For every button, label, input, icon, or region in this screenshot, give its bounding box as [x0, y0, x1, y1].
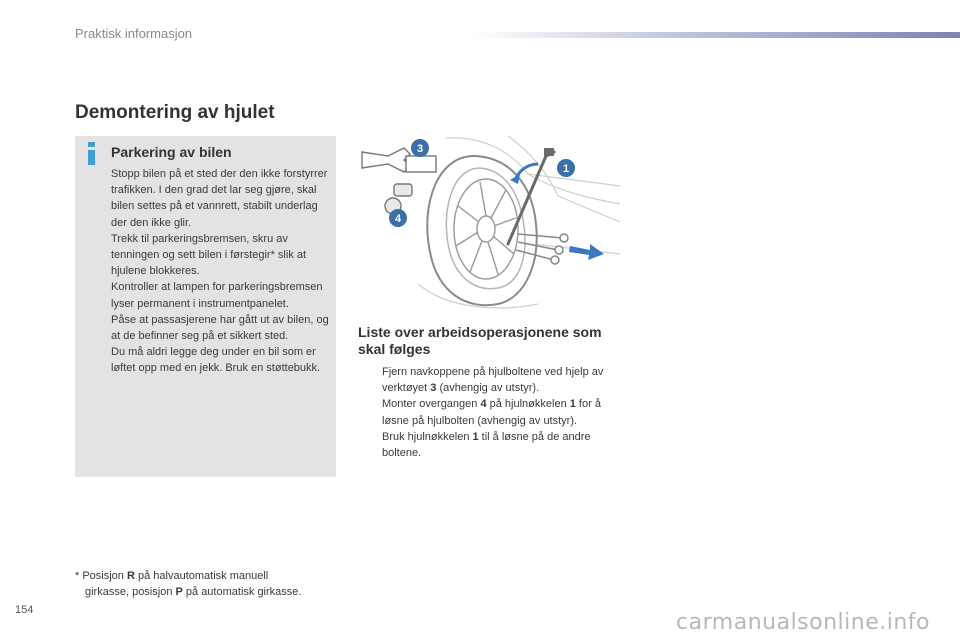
page-title: Demontering av hjulet — [75, 102, 275, 123]
info-paragraph: Du må aldri legge deg under en bil som er løftet opp med en jekk. Bruk en støttebukk. — [111, 346, 321, 375]
info-paragraph: Påse at passasjerene har gått ut av bilen, og at de befinner seg på et sikkert sted. — [111, 313, 329, 343]
watermark: carmanualsonline.info — [676, 610, 930, 635]
callout-4-label: 4 — [394, 213, 402, 225]
operations-list — [358, 364, 620, 461]
page-number: 154 — [15, 604, 34, 616]
section-header: Praktisk informasjon — [75, 26, 193, 41]
footnote: * Posisjon R på halvautomatisk manuell girkasse, posisjon P på automatisk girkasse. — [75, 570, 302, 598]
wheel-removal-illustration — [358, 134, 620, 313]
list-item: Fjern navkoppene på hjulboltene ved hjelp av verktøyet 3 (avhengig av utstyr). — [382, 366, 604, 395]
header-gradient-bar — [470, 32, 960, 38]
info-box-title: Parkering av bilen — [111, 144, 232, 160]
callout-1-label: 1 — [562, 163, 570, 175]
list-item: Bruk hjulnøkkelen 1 til å løsne på de andre boltene. — [382, 430, 591, 460]
info-paragraph: Kontroller at lampen for parkeringsbremsen lyser permanent i instrumentpanelet. — [111, 281, 323, 310]
info-box-body — [111, 166, 333, 377]
direction-arrow — [569, 244, 604, 260]
info-icon — [87, 142, 97, 164]
list-item: Monter overgangen 4 på hjulnøkkelen 1 for å løsne på hjulbolten (avhengig av utstyr). — [382, 398, 601, 427]
tire-shape — [427, 156, 536, 305]
operations-title: Liste over arbeidsoperasjonene som skal følges — [358, 324, 602, 357]
callout-3-label: 3 — [416, 143, 424, 155]
info-paragraph: Stopp bilen på et sted der den ikke forstyrrer trafikken. I den grad det lar seg gjøre, skal bilen settes på et vannrett, stabilt underlag der den ikke glir. — [111, 168, 328, 229]
info-box — [75, 136, 336, 477]
info-paragraph: Trekk til parkeringsbremsen, skru av tenningen og sett bilen i førstegir* slik at hjulene blokkeres. — [111, 232, 307, 278]
